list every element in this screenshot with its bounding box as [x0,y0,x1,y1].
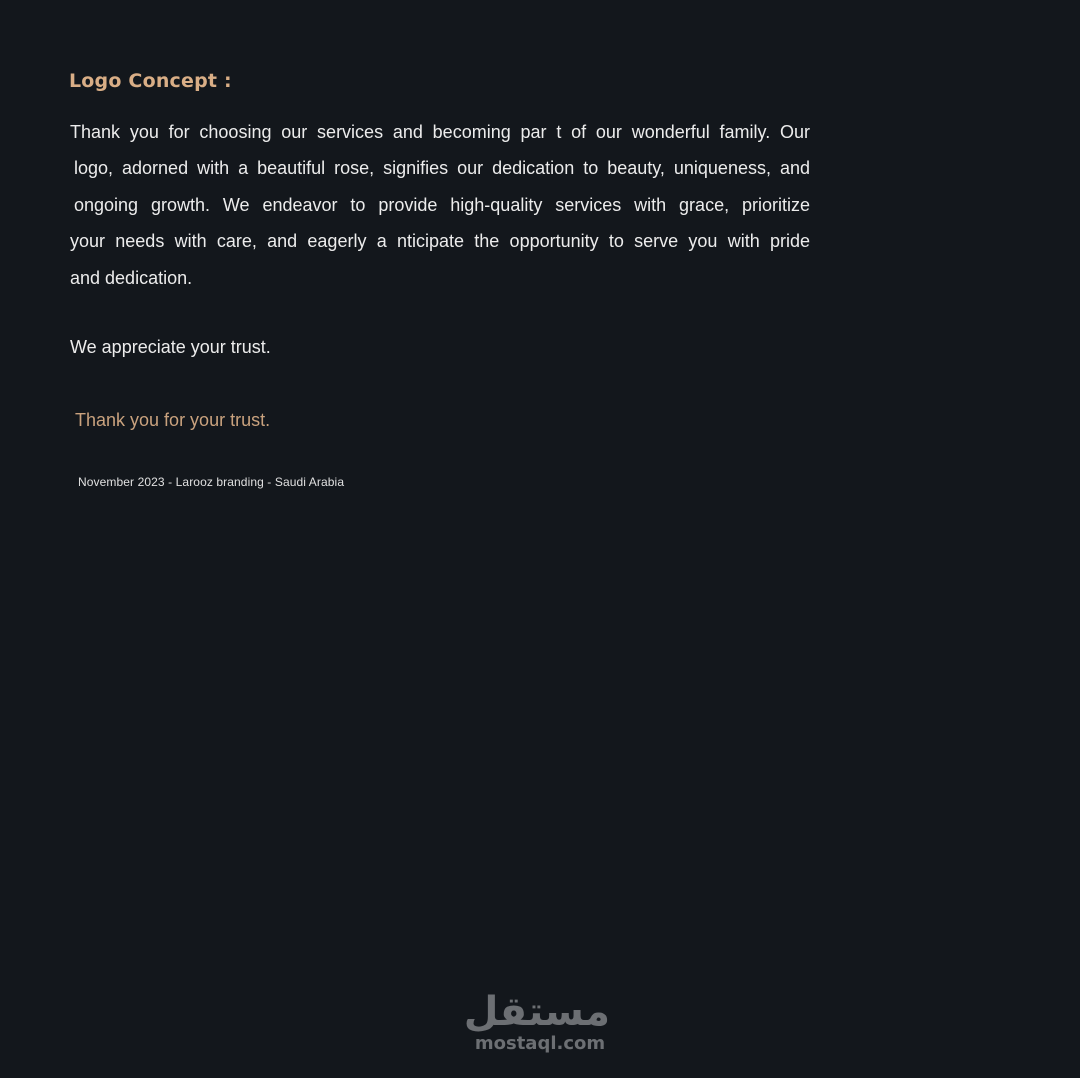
description-line: ongoing growth. We endeavor to provide high-quality services with grace, prioritize [74,194,810,215]
appreciation-text: We appreciate your trust. [70,337,271,357]
description-line: your needs with care, and eagerly a nticipate the opportunity to serve you with pride [70,231,810,252]
description-line: and dedication. [70,267,193,288]
concept-description [70,117,810,299]
description-line: Thank you for choosing our services and becoming par t of our wonderful family. Our [70,122,810,142]
mostaql-watermark [463,989,610,1054]
closing-thanks: Thank you for your trust. [75,410,271,430]
mostaql-logo: مستقل [463,989,610,1035]
description-line: logo, adorned with a beautiful rose, signifies our dedication to beauty, uniqueness, and [74,158,810,179]
mostaql-site-label: mostaql.com [474,1033,606,1054]
date-brand-location-note: November 2023 - Larooz branding - Saudi Arabia [78,475,345,489]
logo-concept-heading: Logo Concept : [69,70,232,92]
